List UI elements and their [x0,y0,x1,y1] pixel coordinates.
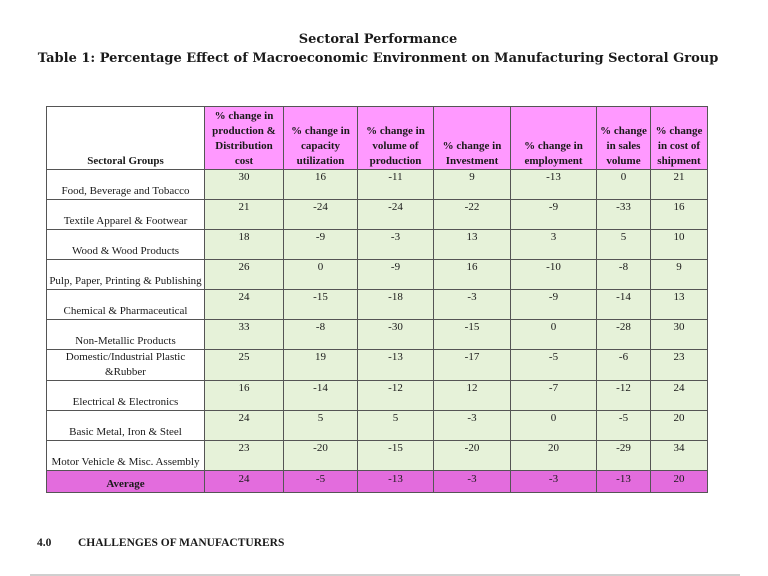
value-cell: 30 [651,320,708,350]
value-cell: -30 [358,320,434,350]
table-header-row [47,107,708,170]
sector-name-cell: Domestic/Industrial Plastic &Rubber [47,350,205,381]
value-cell: 5 [597,230,651,260]
value-cell: 16 [205,381,284,411]
sector-name-cell: Pulp, Paper, Printing & Publishing [47,260,205,290]
average-value-cell: -13 [358,471,434,493]
value-cell: -5 [511,350,597,381]
value-cell: -20 [284,441,358,471]
value-cell: -3 [358,230,434,260]
table-row [47,320,708,350]
table-row [47,441,708,471]
average-value-cell: -5 [284,471,358,493]
page-title: Sectoral Performance [298,32,458,47]
average-label-cell: Average [47,471,205,493]
value-cell: -18 [358,290,434,320]
sector-name-cell: Food, Beverage and Tobacco [47,170,205,200]
table-row [47,260,708,290]
value-cell: 5 [284,411,358,441]
value-cell: 20 [511,441,597,471]
value-cell: -22 [434,200,511,230]
value-cell: -3 [434,411,511,441]
corner-header: Sectoral Groups [47,107,205,170]
value-cell: 25 [205,350,284,381]
sector-name-cell: Wood & Wood Products [47,230,205,260]
value-cell: 13 [651,290,708,320]
average-value-cell: -3 [511,471,597,493]
column-header: % change in cost of shipment [651,107,708,170]
sector-name-cell: Textile Apparel & Footwear [47,200,205,230]
column-header: % change in sales volume [597,107,651,170]
sector-name-cell: Chemical & Pharmaceutical [47,290,205,320]
value-cell: 16 [434,260,511,290]
value-cell: -9 [284,230,358,260]
value-cell: -7 [511,381,597,411]
sector-name-cell: Electrical & Electronics [47,381,205,411]
value-cell: -28 [597,320,651,350]
value-cell: -14 [597,290,651,320]
table-caption: Table 1: Percentage Effect of Macroeconomic Environment on Manufacturing Sectoral Group [37,51,719,66]
value-cell: 13 [434,230,511,260]
value-cell: -33 [597,200,651,230]
table-row [47,290,708,320]
value-cell: 33 [205,320,284,350]
value-cell: 16 [651,200,708,230]
column-header: % change in capacity utilization [284,107,358,170]
section-heading [37,537,284,549]
value-cell: -13 [511,170,597,200]
value-cell: 24 [205,290,284,320]
value-cell: 0 [511,320,597,350]
value-cell: 0 [511,411,597,441]
table-row [47,350,708,381]
value-cell: -13 [358,350,434,381]
section-number: 4.0 [37,537,52,549]
value-cell: -15 [284,290,358,320]
value-cell: -14 [284,381,358,411]
average-value-cell: -13 [597,471,651,493]
table-row [47,230,708,260]
value-cell: 20 [651,411,708,441]
value-cell: -3 [434,290,511,320]
value-cell: -8 [597,260,651,290]
value-cell: -24 [358,200,434,230]
value-cell: -15 [358,441,434,471]
value-cell: -10 [511,260,597,290]
table-row [47,170,708,200]
sector-name-cell: Basic Metal, Iron & Steel [47,411,205,441]
value-cell: -5 [597,411,651,441]
value-cell: -6 [597,350,651,381]
value-cell: 10 [651,230,708,260]
value-cell: -12 [597,381,651,411]
column-header: % change in employment [511,107,597,170]
value-cell: 24 [205,411,284,441]
column-header: % change in volume of production [358,107,434,170]
value-cell: -8 [284,320,358,350]
cut-off-text-line [30,571,740,576]
value-cell: 0 [284,260,358,290]
table-row [47,381,708,411]
value-cell: -9 [511,290,597,320]
value-cell: 9 [651,260,708,290]
value-cell: 23 [205,441,284,471]
value-cell: -20 [434,441,511,471]
sector-name-cell: Non-Metallic Products [47,320,205,350]
value-cell: 34 [651,441,708,471]
value-cell: 3 [511,230,597,260]
column-header: % change in Investment [434,107,511,170]
value-cell: -29 [597,441,651,471]
average-value-cell: -3 [434,471,511,493]
value-cell: 12 [434,381,511,411]
value-cell: 30 [205,170,284,200]
value-cell: 9 [434,170,511,200]
value-cell: 23 [651,350,708,381]
sectoral-performance-table [46,106,708,493]
value-cell: 16 [284,170,358,200]
average-row [47,471,708,493]
value-cell: 5 [358,411,434,441]
sector-name-cell: Motor Vehicle & Misc. Assembly [47,441,205,471]
value-cell: 24 [651,381,708,411]
average-value-cell: 24 [205,471,284,493]
column-header: % change in production & Distribution cost [205,107,284,170]
table-row [47,411,708,441]
value-cell: 18 [205,230,284,260]
value-cell: -11 [358,170,434,200]
value-cell: 19 [284,350,358,381]
value-cell: -12 [358,381,434,411]
value-cell: -17 [434,350,511,381]
average-value-cell: 20 [651,471,708,493]
table-row [47,200,708,230]
value-cell: 21 [205,200,284,230]
value-cell: -15 [434,320,511,350]
section-title: CHALLENGES OF MANUFACTURERS [78,537,285,549]
value-cell: -9 [511,200,597,230]
value-cell: -24 [284,200,358,230]
value-cell: 26 [205,260,284,290]
value-cell: 21 [651,170,708,200]
value-cell: 0 [597,170,651,200]
value-cell: -9 [358,260,434,290]
